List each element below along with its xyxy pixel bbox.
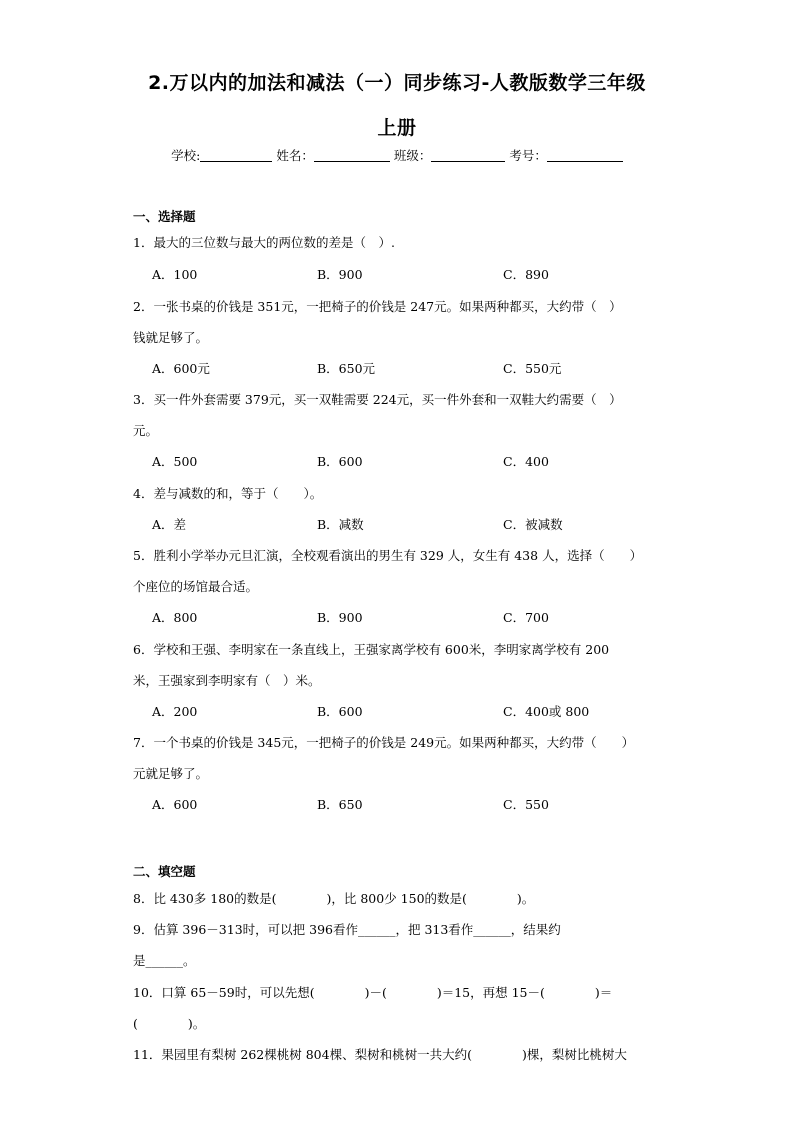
question-7-cont: 元就足够了。: [133, 766, 209, 781]
option-b[interactable]: B．900: [317, 267, 363, 282]
option-b[interactable]: B．650: [317, 797, 363, 812]
question-5: 5．胜利小学举办元旦汇演，全校观看演出的男生有 329 人，女生有 438 人，选择（ ）: [133, 548, 643, 563]
question-10: 10．口算 65－59时，可以先想( )－( )＝15，再想 15－( )＝: [133, 985, 613, 1000]
question-6: 6．学校和王强、李明家在一条直线上，王强家离学校有 600米，李明家离学校有 200: [133, 642, 610, 657]
option-c[interactable]: C．400或 800: [503, 704, 590, 719]
option-a[interactable]: A．100: [152, 267, 198, 282]
page-title: 2.万以内的加法和减法（一）同步练习-人教版数学三年级: [148, 72, 646, 94]
option-c[interactable]: C．890: [503, 267, 549, 282]
school-field[interactable]: [200, 149, 272, 162]
question-2-cont: 钱就足够了。: [133, 330, 209, 345]
option-a[interactable]: A．200: [152, 704, 198, 719]
school-label: 学校:: [171, 148, 201, 163]
question-4: 4．差与减数的和，等于（ ）。: [133, 486, 323, 501]
name-label: 姓名：: [276, 148, 314, 163]
question-8: 8．比 430多 180的数是( )，比 800少 150的数是( )。: [133, 891, 535, 906]
number-label: 考号：: [509, 148, 547, 163]
option-a[interactable]: A．800: [152, 610, 198, 625]
question-3-cont: 元。: [133, 423, 159, 438]
question-5-cont: 个座位的场馆最合适。: [133, 579, 259, 594]
class-field[interactable]: [431, 149, 505, 162]
class-label: 班级：: [393, 148, 432, 163]
number-field[interactable]: [547, 149, 623, 162]
option-b[interactable]: B．900: [317, 610, 363, 625]
option-a[interactable]: A．差: [152, 517, 187, 532]
student-info-row: [0, 146, 794, 164]
option-c[interactable]: C．被减数: [503, 517, 563, 532]
option-c[interactable]: C．700: [503, 610, 549, 625]
option-c[interactable]: C．550: [503, 797, 549, 812]
option-c[interactable]: C．550元: [503, 361, 562, 376]
option-b[interactable]: B．600: [317, 704, 363, 719]
name-field[interactable]: [314, 149, 390, 162]
option-a[interactable]: A．500: [152, 454, 198, 469]
question-11: 11．果园里有梨树 262棵桃树 804棵、梨树和桃树一共大约( )棵，梨树比桃树大: [133, 1047, 627, 1062]
option-b[interactable]: B．650元: [317, 361, 376, 376]
option-b[interactable]: B．减数: [317, 517, 364, 532]
section-heading-choice: 一、选择题: [133, 209, 196, 224]
question-3: 3．买一件外套需要 379元，买一双鞋需要 224元，买一件外套和一双鞋大约需要（ ）: [133, 392, 622, 407]
question-1: 1．最大的三位数与最大的两位数的差是（ ）.: [133, 235, 395, 250]
question-10-cont: ( )。: [133, 1016, 206, 1031]
question-6-cont: 米，王强家到李明家有（ ）米。: [133, 673, 321, 688]
question-7: 7．一个书桌的价钱是 345元，一把椅子的价钱是 249元。如果两种都买，大约带（ ）: [133, 735, 635, 750]
option-a[interactable]: A．600元: [152, 361, 210, 376]
question-9: 9．估算 396－313时，可以把 396看作______，把 313看作______，结果约: [133, 922, 561, 937]
option-b[interactable]: B．600: [317, 454, 363, 469]
question-2: 2．一张书桌的价钱是 351元，一把椅子的价钱是 247元。如果两种都买，大约带（ ）: [133, 299, 622, 314]
page-title-line2: 上册: [377, 117, 417, 139]
question-9-cont: 是______。: [133, 953, 196, 968]
option-a[interactable]: A．600: [152, 797, 198, 812]
section-heading-fill: 二、填空题: [133, 864, 196, 879]
option-c[interactable]: C．400: [503, 454, 549, 469]
